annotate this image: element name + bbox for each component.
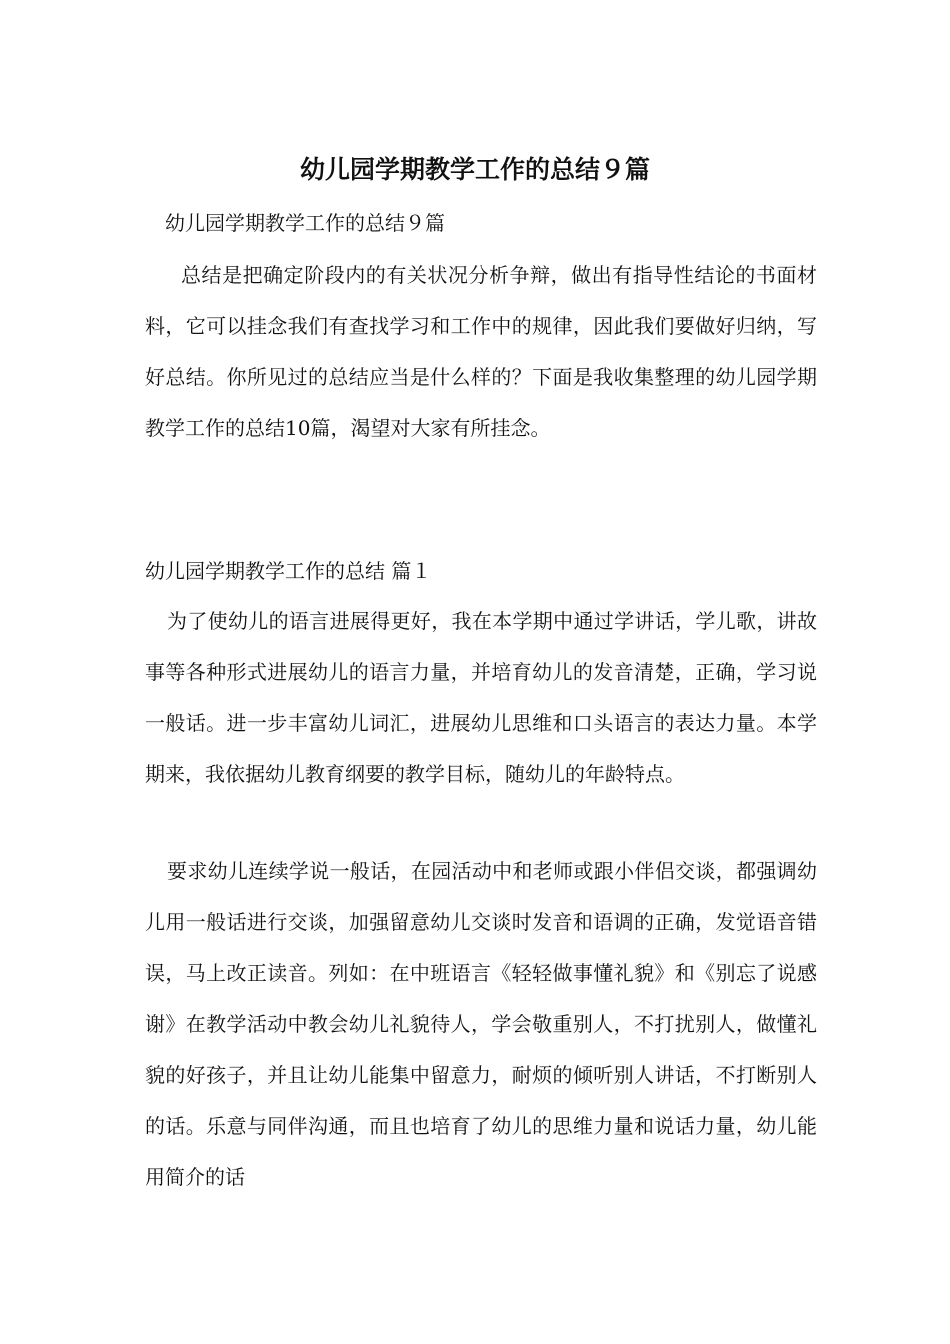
body-paragraph: 为了使幼儿的语言进展得更好，我在本学期中通过学讲话，学儿歌，讲故事等各种形式进展幼儿的语言力量，并培育幼儿的发音清楚，正确，学习说一般话。进一步丰富幼儿词汇，进展幼儿思维和口头语言的表达力量。本学期来，我依据幼儿教育纲要的教学目标，随幼儿的年龄特点。 xyxy=(145,609,817,786)
section-heading: 幼儿园学期教学工作的总结 篇１ xyxy=(145,559,432,583)
body-paragraph: 要求幼儿连续学说一般话，在园活动中和老师或跟小伴侣交谈，都强调幼儿用一般话进行交谈，加强留意幼儿交谈时发音和语调的正确，发觉语音错误，马上改正读音。列如：在中班语言《轻轻做事懂礼貌》和《别忘了说感谢》在教学活动中教会幼儿礼貌待人，学会敬重别人，不打扰别人，做懂礼貌的好孩子，并且让幼儿能集中留意力，耐烦的倾听别人讲话，不打断别人的话。乐意与同伴沟通，而且也培育了幼儿的思维力量和说话力量，幼儿能用简介的话 xyxy=(145,859,817,1189)
intro-paragraph: 总结是把确定阶段内的有关状况分析争辩，做出有指导性结论的书面材料，它可以挂念我们有查找学习和工作中的规律，因此我们要做好归纳，写好总结。你所见过的总结应当是什么样的？下面是我收集整理的幼儿园学期教学工作的总结10篇，渴望对大家有所挂念。 xyxy=(145,263,817,440)
document-title: 幼儿园学期教学工作的总结９篇 xyxy=(299,155,650,184)
document-subtitle: 幼儿园学期教学工作的总结９篇 xyxy=(165,211,445,235)
